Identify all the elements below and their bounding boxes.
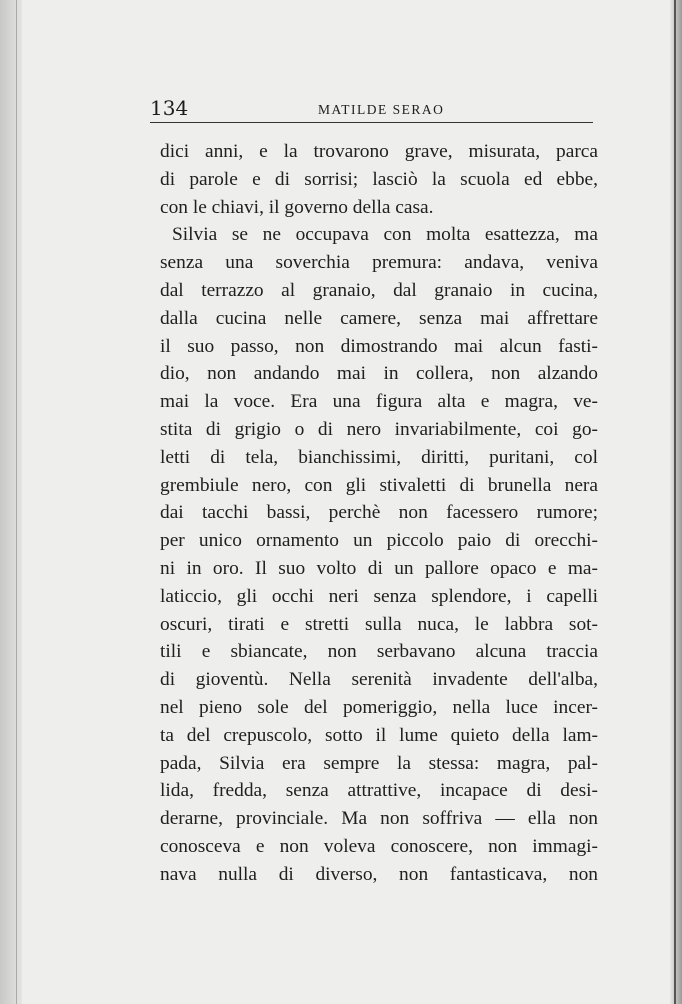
page-header — [150, 92, 593, 123]
text-line: grembiule nero, con gli stivaletti di brunella nera — [160, 474, 598, 496]
text-line: ni in oro. Il suo volto di un pallore opaco e ma- — [160, 557, 598, 579]
text-line: conosceva e non voleva conoscere, non immagi- — [160, 835, 598, 857]
text-line: pada, Silvia era sempre la stessa: magra, pal- — [160, 752, 598, 774]
text-line: stita di grigio o di nero invariabilmente, coi go- — [160, 418, 598, 440]
text-line: letti di tela, bianchissimi, diritti, puritani, col — [160, 446, 598, 468]
text-line: derarne, provinciale. Ma non soffriva — ella non — [160, 808, 598, 830]
text-line: dio, non andando mai in collera, non alzando — [160, 363, 598, 385]
text-line: lida, fredda, senza attrattive, incapace di desi- — [160, 780, 598, 802]
text-line: senza una soverchia premura: andava, veniva — [160, 252, 598, 274]
page-number: 134 — [150, 96, 189, 120]
running-head: MATILDE SERAO — [318, 102, 445, 117]
text-line: dici anni, e la trovarono grave, misurata, parca — [160, 141, 598, 162]
page-edge — [670, 0, 682, 1004]
text-line: il suo passo, non dimostrando mai alcun fasti- — [160, 335, 598, 357]
text-line: per unico ornamento un piccolo paio di orecchi- — [160, 530, 598, 552]
text-line: mai la voce. Era una figura alta e magra, ve- — [160, 391, 598, 413]
text-line: tili e sbiancate, non serbavano alcuna traccia — [160, 641, 598, 663]
text-line: nel pieno sole del pomeriggio, nella luce incer- — [160, 696, 598, 718]
text-line: ta del crepuscolo, sotto il lume quieto della lam- — [160, 724, 598, 746]
binding-gutter — [0, 0, 22, 1004]
text-line: nava nulla di diverso, non fantasticava, non — [160, 863, 598, 885]
text-line: dai tacchi bassi, perchè non facessero rumore; — [160, 502, 598, 524]
text-line: Silvia se ne occupava con molta esattezza, ma — [172, 224, 598, 246]
body-text — [160, 138, 598, 889]
text-line: laticcio, gli occhi neri senza splendore, i capelli — [160, 585, 598, 607]
text-line: di parole e di sorrisi; lasciò la scuola ed ebbe, — [160, 168, 598, 190]
text-line: con le chiavi, il governo della casa. — [160, 196, 434, 218]
text-line: oscuri, tirati e stretti sulla nuca, le labbra sot- — [160, 613, 598, 635]
text-line: dal terrazzo al granaio, dal granaio in cucina, — [160, 279, 598, 301]
text-line: dalla cucina nelle camere, senza mai affrettare — [160, 307, 598, 329]
text-line: di gioventù. Nella serenità invadente dell'alba, — [160, 669, 598, 691]
